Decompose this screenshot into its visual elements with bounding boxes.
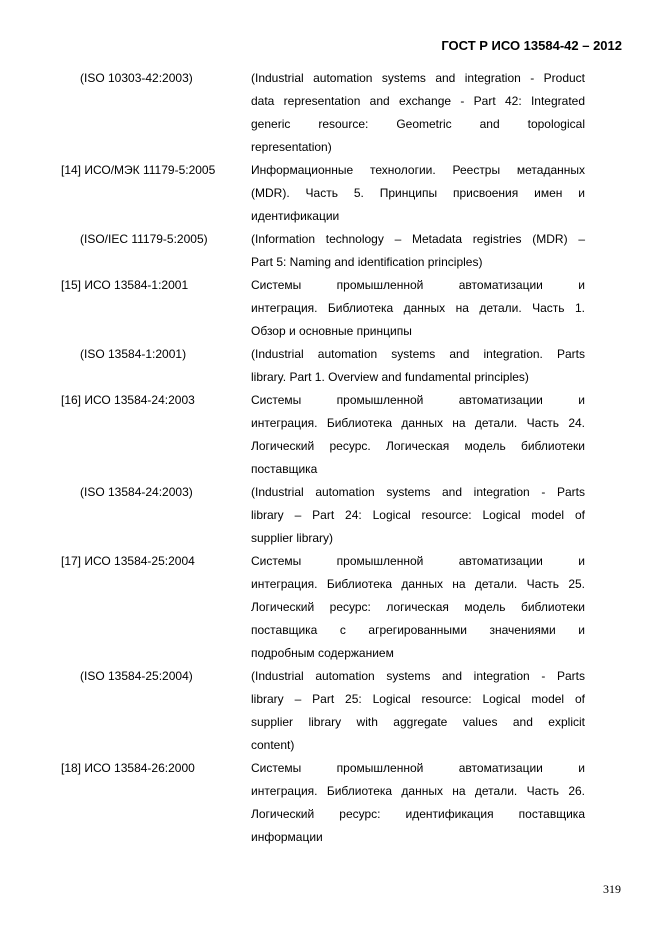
reference-title xyxy=(251,159,585,228)
reference-title xyxy=(251,389,585,481)
reference-title-line: Логический ресурс: логическая модель библиотеки xyxy=(251,600,585,614)
reference-title-line: информации xyxy=(251,830,323,844)
reference-title-line: data representation and exchange - Part 42: Integrated xyxy=(251,94,585,108)
reference-title xyxy=(251,481,585,550)
reference-title-line: (Industrial automation systems and integration. Parts xyxy=(251,347,585,361)
reference-entry xyxy=(61,389,585,481)
reference-label: [16] ИСО 13584-24:2003 xyxy=(61,393,195,407)
reference-title-line: Логический ресурс. Логическая модель библиотеки xyxy=(251,439,585,453)
reference-title-line: интеграция. Библиотека данных на детали. Часть 25. xyxy=(251,577,585,591)
reference-title-line: (Information technology – Metadata registries (MDR) – xyxy=(251,232,585,246)
reference-title xyxy=(251,228,585,274)
reference-label: [15] ИСО 13584-1:2001 xyxy=(61,278,189,292)
reference-title-line: Логический ресурс: идентификация поставщика xyxy=(251,807,585,821)
reference-entry xyxy=(61,343,585,389)
reference-title xyxy=(251,67,585,159)
reference-title-line: (MDR). Часть 5. Принципы присвоения имен и xyxy=(251,186,585,200)
reference-title-line: Системы промышленной автоматизации и xyxy=(251,393,585,407)
reference-title-line: library – Part 25: Logical resource: Logical model of xyxy=(251,692,585,706)
reference-title-line: подробным содержанием xyxy=(251,646,394,660)
reference-title-line: Part 5: Naming and identification principles) xyxy=(251,255,483,269)
reference-title-line: library – Part 24: Logical resource: Logical model of xyxy=(251,508,585,522)
reference-label: [18] ИСО 13584-26:2000 xyxy=(61,761,195,775)
reference-title-line: интеграция. Библиотека данных на детали. Часть 24. xyxy=(251,416,585,430)
reference-entry xyxy=(61,274,585,343)
reference-label: (ISO 13584-24:2003) xyxy=(80,485,193,499)
reference-title-line: (Industrial automation systems and integration - Parts xyxy=(251,669,585,683)
reference-title-line: интеграция. Библиотека данных на детали. Часть 26. xyxy=(251,784,585,798)
reference-title xyxy=(251,550,585,665)
page-number: 319 xyxy=(603,882,621,896)
reference-label: [17] ИСО 13584-25:2004 xyxy=(61,554,195,568)
reference-label: (ISO/IEC 11179-5:2005) xyxy=(80,232,208,246)
reference-entry xyxy=(61,665,585,757)
reference-title-line: (Industrial automation systems and integration - Parts xyxy=(251,485,585,499)
reference-title xyxy=(251,343,585,389)
reference-title-line: generic resource: Geometric and topological xyxy=(251,117,585,131)
reference-label: (ISO 10303-42:2003) xyxy=(80,71,193,85)
document-header: ГОСТ Р ИСО 13584-42 – 2012 xyxy=(441,38,622,53)
reference-entry xyxy=(61,550,585,665)
reference-entry xyxy=(61,757,585,849)
reference-title-line: library. Part 1. Overview and fundamental principles) xyxy=(251,370,529,384)
reference-title-line: идентификации xyxy=(251,209,340,223)
reference-label: [14] ИСО/МЭК 11179-5:2005 xyxy=(61,163,216,177)
reference-title-line: supplier library with aggregate values and explicit xyxy=(251,715,585,729)
reference-title-line: интеграция. Библиотека данных на детали. Часть 1. xyxy=(251,301,585,315)
reference-title-line: (Industrial automation systems and integration - Product xyxy=(251,71,585,85)
reference-entry xyxy=(61,481,585,550)
references-list xyxy=(61,67,585,849)
reference-title-line: Системы промышленной автоматизации и xyxy=(251,278,585,292)
reference-title xyxy=(251,665,585,757)
reference-title-line: Системы промышленной автоматизации и xyxy=(251,761,585,775)
reference-title-line: supplier library) xyxy=(251,531,334,545)
reference-title-line: Информационные технологии. Реестры метаданных xyxy=(251,163,585,177)
reference-title-line: Системы промышленной автоматизации и xyxy=(251,554,585,568)
reference-title-line: content) xyxy=(251,738,295,752)
reference-label: (ISO 13584-1:2001) xyxy=(80,347,187,361)
reference-title-line: поставщика xyxy=(251,462,318,476)
reference-entry xyxy=(61,67,585,159)
reference-title xyxy=(251,757,585,849)
reference-title xyxy=(251,274,585,343)
reference-entry xyxy=(61,228,585,274)
reference-title-line: поставщика с агрегированными значениями и xyxy=(251,623,585,637)
reference-entry xyxy=(61,159,585,228)
reference-title-line: Обзор и основные принципы xyxy=(251,324,412,338)
reference-title-line: representation) xyxy=(251,140,332,154)
reference-label: (ISO 13584-25:2004) xyxy=(80,669,193,683)
